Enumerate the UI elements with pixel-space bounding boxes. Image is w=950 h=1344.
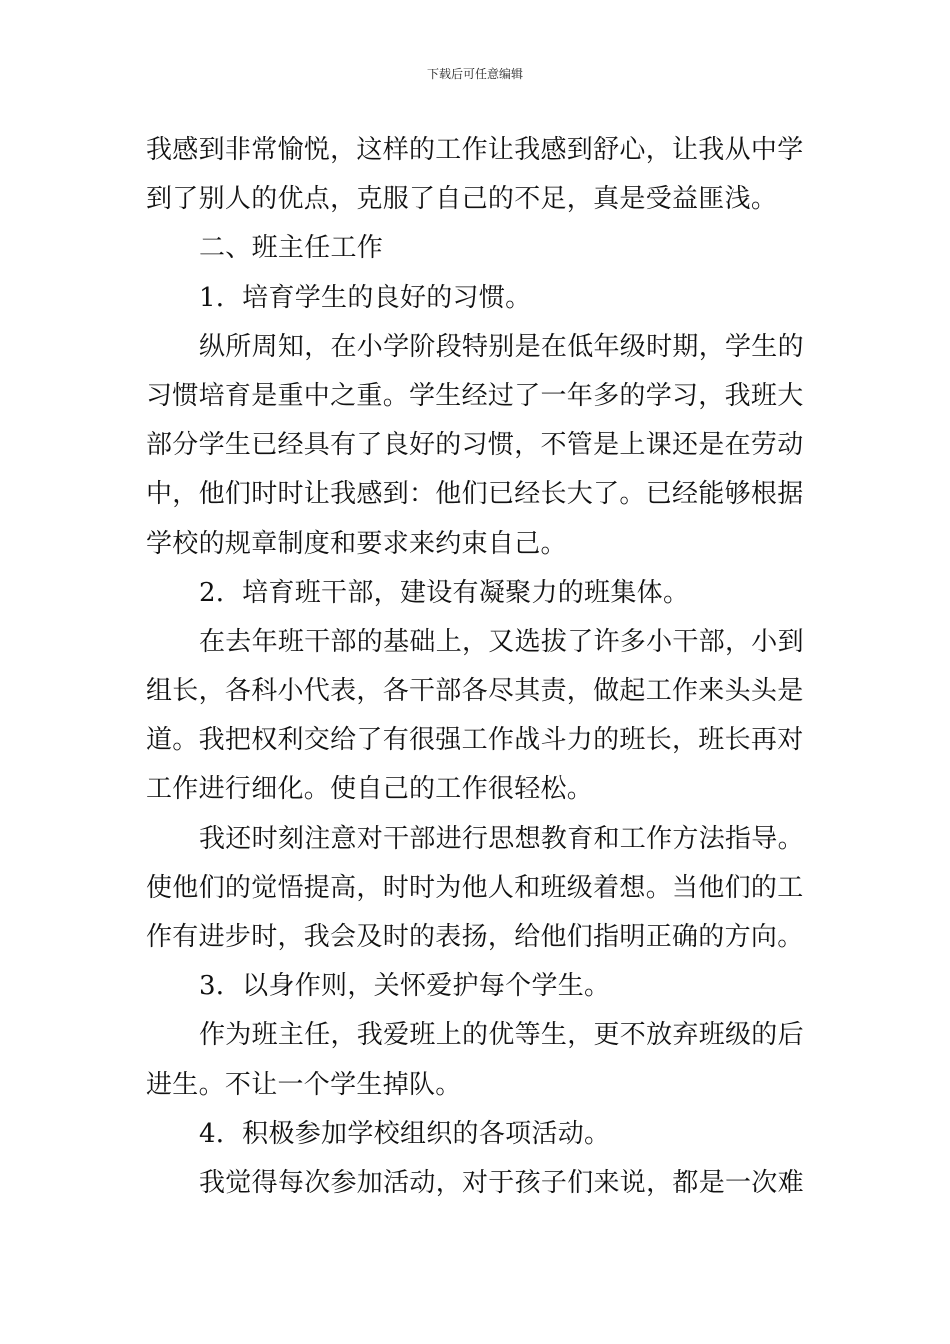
text-line: 组长，各科小代表，各干部各尽其责，做起工作来头头是 [146, 676, 804, 707]
text-line: 我觉得每次参加活动，对于孩子们来说，都是一次难 [199, 1167, 804, 1198]
subsection-heading: 1．培育学生的良好的习惯。 [199, 282, 532, 313]
document-body [146, 126, 806, 1208]
text-line: 学校的规章制度和要求来约束自己。 [146, 528, 567, 559]
text-line: 工作进行细化。使自己的工作很轻松。 [146, 774, 594, 805]
subsection-heading: 3．以身作则，关怀爱护每个学生。 [199, 971, 611, 1002]
text-line: 作有进步时，我会及时的表扬，给他们指明正确的方向。 [146, 922, 804, 952]
text-line: 到了别人的优点，克服了自己的不足，真是受益匪浅。 [146, 184, 778, 215]
text-line: 纵所周知，在小学阶段特别是在低年级时期，学生的 [199, 331, 804, 362]
text-line: 在去年班干部的基础上，又选拔了许多小干部，小到 [199, 626, 804, 657]
text-line: 使他们的觉悟提高，时时为他人和班级着想。当他们的工 [146, 872, 804, 903]
page-header: 下载后可任意编辑 [426, 67, 523, 81]
text-line: 部分学生已经具有了良好的习惯，不管是上课还是在劳动 [146, 430, 804, 461]
text-line: 道。我把权利交给了有很强工作战斗力的班长，班长再对 [146, 725, 804, 756]
text-line: 作为班主任，我爱班上的优等生，更不放弃班级的后 [199, 1020, 804, 1051]
text-line: 习惯培育是重中之重。学生经过了一年多的学习，我班大 [146, 380, 804, 411]
section-heading: 二、班主任工作 [199, 233, 384, 264]
subsection-heading: 4．积极参加学校组织的各项活动。 [199, 1118, 611, 1149]
text-line: 中，他们时时让我感到：他们已经长大了。已经能够根据 [146, 479, 804, 510]
subsection-heading: 2．培育班干部，建设有凝聚力的班集体。 [199, 577, 690, 608]
text-line: 我感到非常愉悦，这样的工作让我感到舒心，让我从中学 [146, 135, 804, 165]
text-line: 进生。不让一个学生掉队。 [146, 1069, 462, 1100]
text-line: 我还时刻注意对干部进行思想教育和工作方法指导。 [199, 823, 804, 854]
